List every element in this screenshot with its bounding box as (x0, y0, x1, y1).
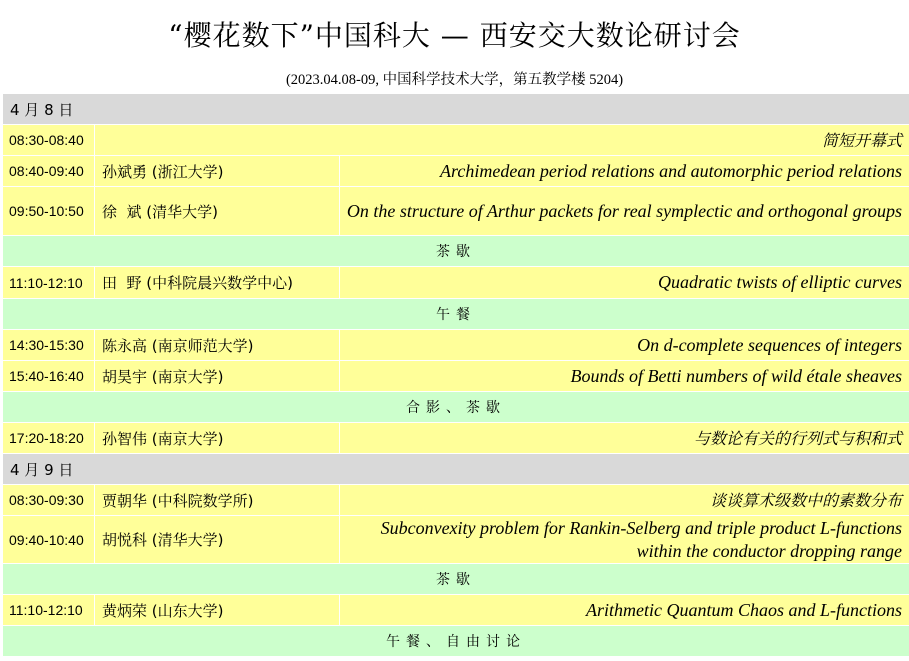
talk-row (3, 156, 909, 186)
talk-time: 17:20-18:20 (3, 423, 94, 453)
break-row: 合影、茶歇 (3, 392, 909, 422)
talk-speaker: 孙斌勇 (浙江大学) (95, 156, 339, 186)
talk-speaker: 黄炳荣 (山东大学) (95, 595, 339, 625)
page-title: “樱花数下”中国科大 — 西安交大数论研讨会 (168, 19, 741, 52)
talk-row (3, 361, 909, 391)
break-row: 午餐、自由讨论 (3, 626, 909, 656)
day-header-row: 4 月 9 日 (3, 454, 909, 484)
talk-time: 08:30-08:40 (3, 125, 94, 155)
talk-speaker: 胡昊宇 (南京大学) (95, 361, 339, 391)
talk-time: 08:40-09:40 (3, 156, 94, 186)
page-subtitle: (2023.04.08-09, 中国科学技术大学，第五教学楼 5204) (285, 72, 624, 88)
schedule-table (3, 94, 909, 656)
break-row: 午餐 (3, 299, 909, 329)
talk-row (3, 125, 909, 155)
talk-row (3, 187, 909, 235)
talk-speaker: 田 野 (中科院晨兴数学中心) (95, 267, 339, 298)
talk-title: On d-complete sequences of integers (340, 330, 909, 360)
talk-time: 11:10-12:10 (3, 267, 94, 298)
talk-speaker: 胡悦科 (清华大学) (95, 516, 339, 563)
talk-title: Subconvexity problem for Rankin-Selberg and triple product L-functions within the conductor dropping range (340, 516, 909, 563)
day-header-row: 4 月 8 日 (3, 94, 909, 124)
talk-time: 08:30-09:30 (3, 485, 94, 515)
talk-time: 09:50-10:50 (3, 187, 94, 235)
talk-title: 谈谈算术级数中的素数分布 (340, 485, 909, 515)
talk-title: Bounds of Betti numbers of wild étale sheaves (340, 361, 909, 391)
talk-title: 简短开幕式 (95, 125, 909, 155)
talk-time: 14:30-15:30 (3, 330, 94, 360)
talk-time: 11:10-12:10 (3, 595, 94, 625)
talk-title: 与数论有关的行列式与积和式 (340, 423, 909, 453)
talk-title: Quadratic twists of elliptic curves (340, 267, 909, 298)
talk-title: Arithmetic Quantum Chaos and L-functions (340, 595, 909, 625)
talk-title: Archimedean period relations and automorphic period relations (340, 156, 909, 186)
talk-speaker: 徐 斌 (清华大学) (95, 187, 339, 235)
talk-time: 09:40-10:40 (3, 516, 94, 563)
talk-title: On the structure of Arthur packets for real symplectic and orthogonal groups (340, 187, 909, 235)
talk-speaker: 陈永高 (南京师范大学) (95, 330, 339, 360)
talk-row (3, 267, 909, 298)
talk-row (3, 516, 909, 563)
break-row: 茶歇 (3, 564, 909, 594)
talk-time: 15:40-16:40 (3, 361, 94, 391)
talk-row (3, 423, 909, 453)
talk-speaker: 贾朝华 (中科院数学所) (95, 485, 339, 515)
break-row: 茶歇 (3, 236, 909, 266)
talk-speaker: 孙智伟 (南京大学) (95, 423, 339, 453)
talk-row (3, 330, 909, 360)
talk-row (3, 485, 909, 515)
talk-row (3, 595, 909, 625)
